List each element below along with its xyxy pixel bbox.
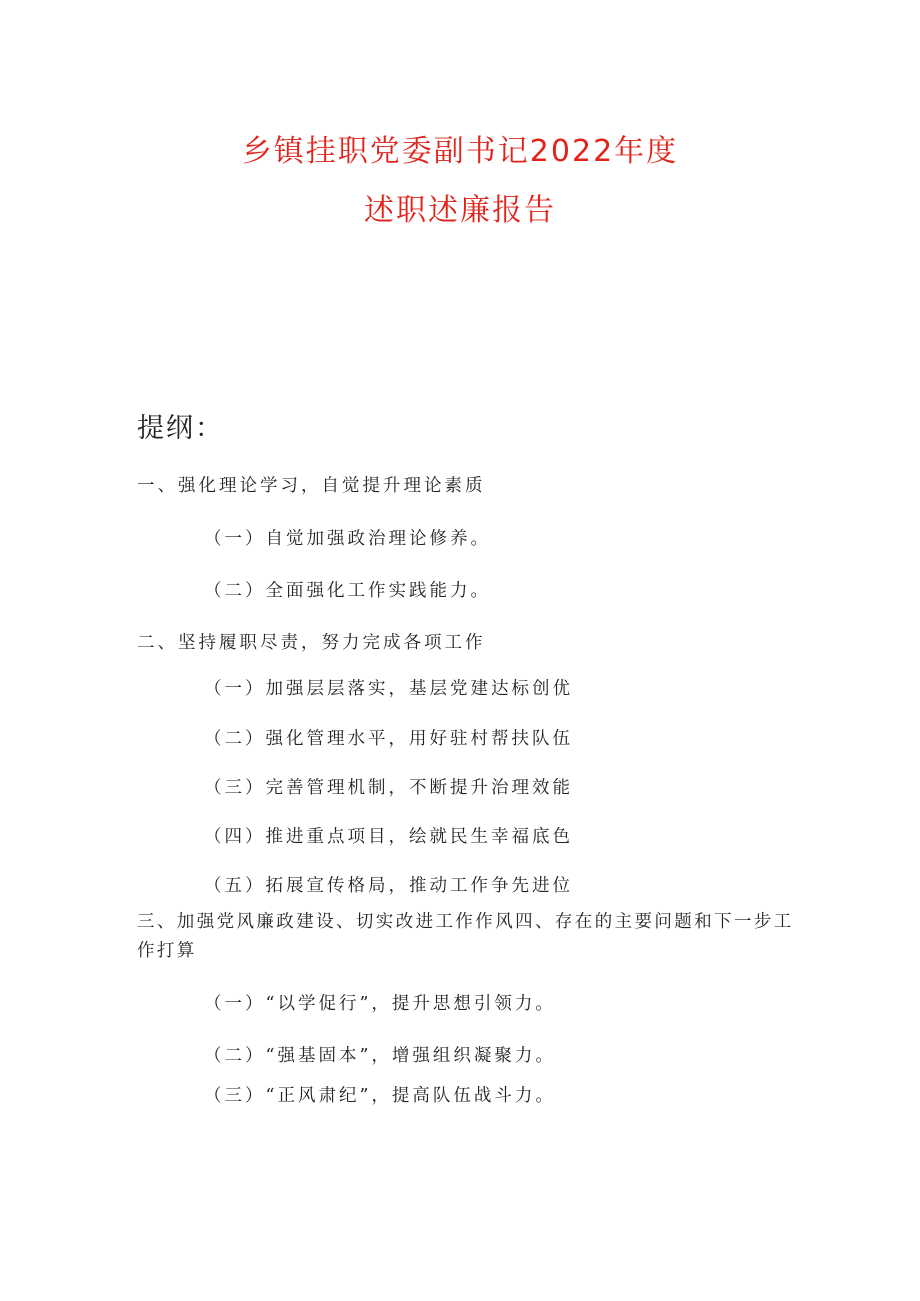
- document-title-line-2: 述职述廉报告: [364, 193, 556, 228]
- section-2-item-2: （二）强化管理水平，用好驻村帮扶队伍: [204, 729, 573, 749]
- section-2-item-3: （三）完善管理机制，不断提升治理效能: [204, 778, 573, 798]
- section-2-item-4: （四）推进重点项目，绘就民生幸福底色: [204, 827, 573, 847]
- section-2-item-5: （五）拓展宣传格局，推动工作争先进位: [204, 876, 573, 896]
- outline-heading: 提纲：: [137, 413, 224, 444]
- section-3-item-1: （一）“以学促行”，提升思想引领力。: [204, 994, 556, 1014]
- section-heading-1: 一、强化理论学习，自觉提升理论素质: [137, 476, 486, 496]
- section-1-item-2: （二）全面强化工作实践能力。: [204, 581, 491, 601]
- section-3-item-3: （三）“正风肃纪”，提高队伍战斗力。: [204, 1086, 556, 1106]
- section-1-item-1: （一）自觉加强政治理论修养。: [204, 529, 491, 549]
- section-heading-3: 三、加强党风廉政建设、切实改进工作作风四、存在的主要问题和下一步工作打算: [137, 912, 794, 961]
- section-heading-2: 二、坚持履职尽责，努力完成各项工作: [137, 633, 486, 653]
- document-title-line-1: 乡镇挂职党委副书记2022年度: [241, 134, 679, 169]
- section-3-item-2: （二）“强基固本”，增强组织凝聚力。: [204, 1046, 556, 1066]
- section-2-item-1: （一）加强层层落实，基层党建达标创优: [204, 679, 573, 699]
